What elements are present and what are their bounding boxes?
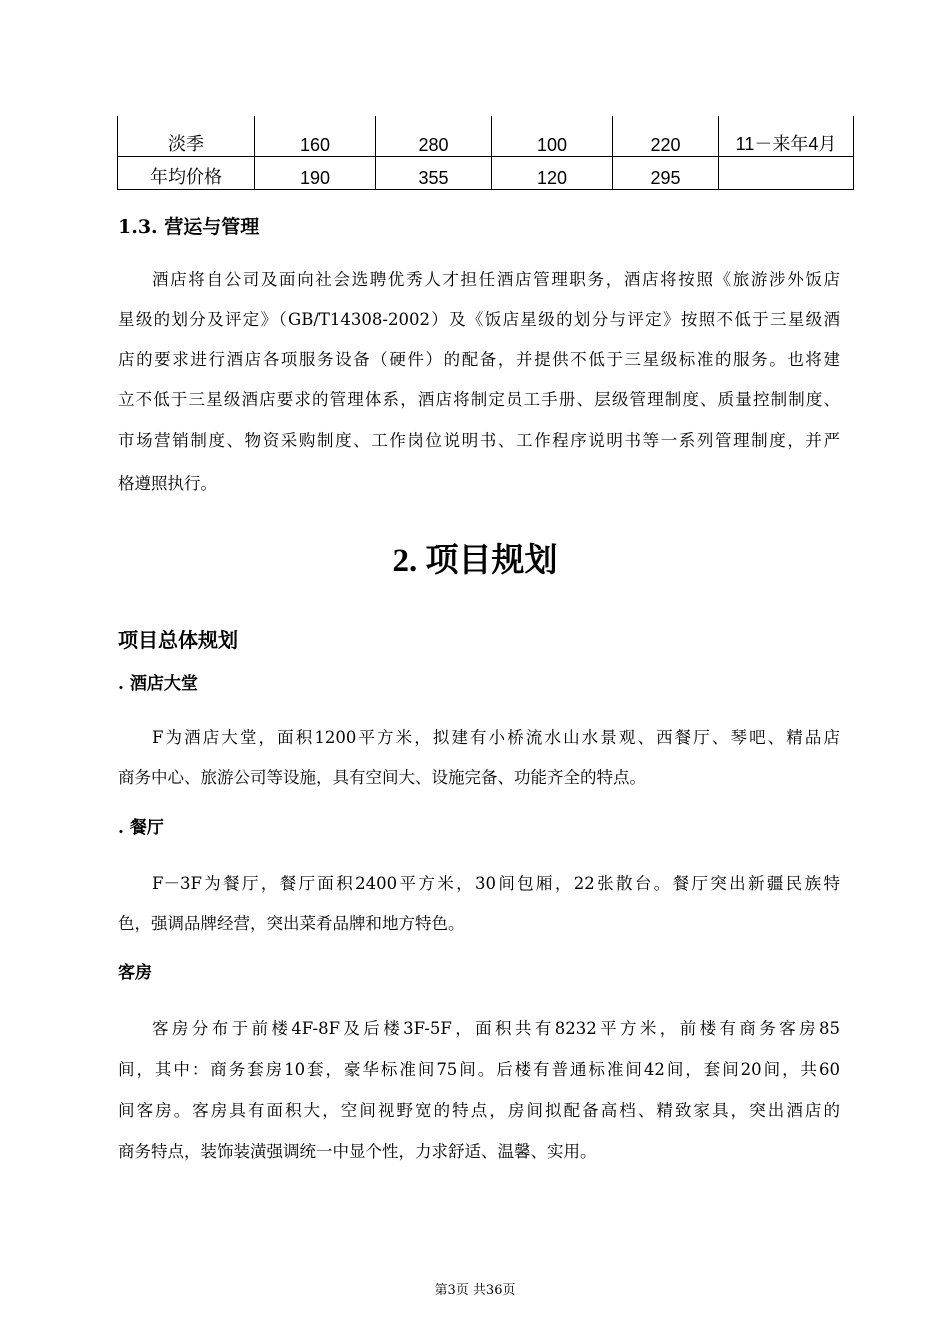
table-cell: 280 <box>376 116 492 157</box>
table-cell: 355 <box>376 157 492 190</box>
paragraph-line: 立不低于三星级酒店要求的管理体系，酒店将制定员工手册、层级管理制度、质量控制制度、 <box>118 390 840 409</box>
paragraph-line: 客房分布于前楼4F-8F及后楼3F-5F，面积共有8232平方米，前楼有商务客房85 <box>152 1019 840 1038</box>
table-cell: 100 <box>492 116 613 157</box>
table-row <box>118 157 854 190</box>
page-number: 第3页 共36页 <box>434 1283 516 1298</box>
paragraph-line: 商务特点，装饰装潢强调统一中显个性，力求舒适、温馨、实用。 <box>118 1142 597 1161</box>
paragraph-line: 市场营销制度、物资采购制度、工作岗位说明书、工作程序说明书等一系列管理制度，并严 <box>118 431 840 450</box>
table-cell: 190 <box>255 157 376 190</box>
paragraph-line: 间客房。客房具有面积大，空间视野宽的特点，房间拟配备高档、精致家具，突出酒店的 <box>118 1101 840 1120</box>
paragraph-line: 星级的划分及评定》（GB/T14308-2002）及《饭店星级的划分与评定》按照不低于三星级酒 <box>118 310 840 329</box>
paragraph-line: 格遵照执行。 <box>118 474 217 493</box>
chapter-title: 2. 项目规划 <box>392 543 558 579</box>
table-cell <box>719 157 854 190</box>
subsection-heading: 客房 <box>118 963 152 983</box>
paragraph-line: 间，其中：商务套房10套，豪华标准间75间。后楼有普通标准间42间，套间20间，共60 <box>118 1060 840 1079</box>
table-cell: 220 <box>613 116 719 157</box>
subsection-heading: . 酒店大堂 <box>118 674 198 694</box>
table-row <box>118 116 854 157</box>
paragraph-line: 酒店将自公司及面向社会选聘优秀人才担任酒店管理职务，酒店将按照《旅游涉外饭店 <box>152 270 840 289</box>
paragraph-line: F－3F为餐厅，餐厅面积2400平方米，30间包厢，22张散台。餐厅突出新疆民族特 <box>152 874 840 893</box>
paragraph-line: 店的要求进行酒店各项服务设备（硬件）的配备，并提供不低于三星级标准的服务。也将建 <box>118 350 840 369</box>
table-cell: 120 <box>492 157 613 190</box>
table-cell: 11－来年4月 <box>719 116 854 157</box>
table-cell: 295 <box>613 157 719 190</box>
table-cell: 160 <box>255 116 376 157</box>
row-label: 年均价格 <box>118 157 255 190</box>
paragraph-line: 色，强调品牌经营，突出菜肴品牌和地方特色。 <box>118 914 465 933</box>
row-label: 淡季 <box>118 116 255 157</box>
paragraph-line: 商务中心、旅游公司等设施，具有空间大、设施完备、功能齐全的特点。 <box>118 768 646 787</box>
section-heading: 项目总体规划 <box>118 628 238 652</box>
price-table <box>117 116 854 190</box>
subsection-heading: . 餐厅 <box>118 818 164 838</box>
section-heading: 1.3. 营运与管理 <box>118 216 260 238</box>
paragraph-line: F为酒店大堂，面积1200平方米，拟建有小桥流水山水景观、西餐厅、琴吧、精品店 <box>152 728 840 747</box>
